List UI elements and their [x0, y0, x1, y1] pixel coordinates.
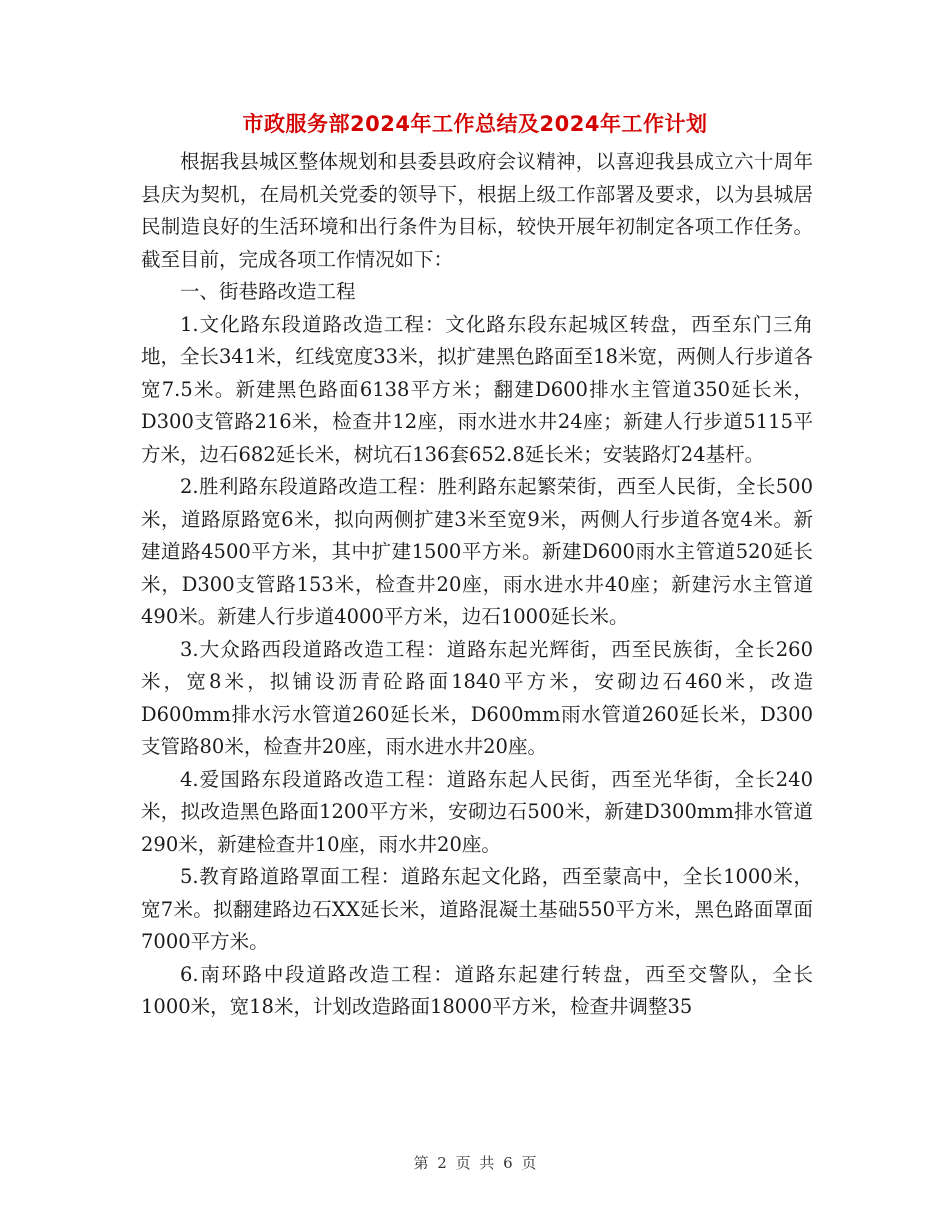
- document-title: 市政服务部2024年工作总结及2024年工作计划: [242, 112, 708, 136]
- intro-paragraph: 根据我县城区整体规划和县委县政府会议精神，以喜迎我县成立六十周年县庆为契机，在局机关党委的领导下，根据上级工作部署及要求，以为县城居民制造良好的生活环境和出行条件为目标，较快开展年初制定各项工作任务。截至目前，完成各项工作情况如下：: [141, 150, 813, 271]
- body-paragraph: 3.大众路西段道路改造工程：道路东起光辉街，西至民族街，全长260米，宽8米，拟铺设沥青砼路面1840平方米，安砌边石460米，改造D600mm排水污水管道260延长米，D600mm雨水管道260延长米，D300支管路80米，检查井20座，雨水进水井20座。: [141, 637, 813, 758]
- body-paragraph: 5.教育路道路罩面工程：道路东起文化路，西至蒙高中，全长1000米，宽7米。拟翻建路边石XX延长米，道路混凝土基础550平方米，黑色路面罩面7000平方米。: [141, 865, 813, 953]
- body-paragraph: 2.胜利路东段道路改造工程：胜利路东起繁荣街，西至人民街，全长500米，道路原路宽6米，拟向两侧扩建3米至宽9米，两侧人行步道各宽4米。新建道路4500平方米，其中扩建1500平方米。新建D600雨水主管道520延长米，D300支管路153米，检查井20座，雨水进水井40座；新建污水主管道490米。新建人行步道4000平方米，边石1000延长米。: [141, 475, 813, 628]
- document-body: [141, 146, 813, 1024]
- section-heading: 一、街巷路改造工程: [180, 280, 356, 303]
- page-number: 第 2 页 共 6 页: [413, 1154, 537, 1172]
- body-paragraph: 4.爱国路东段道路改造工程：道路东起人民街，西至光华街，全长240米，拟改造黑色路面1200平方米，安砌边石500米，新建D300mm排水管道290米，新建检查井10座，雨水井20座。: [141, 767, 813, 856]
- body-paragraph: 1.文化路东段道路改造工程：文化路东段东起城区转盘，西至东门三角地，全长341米，红线宽度33米，拟扩建黑色路面至18米宽，两侧人行步道各宽7.5米。新建黑色路面6138平方米；翻建D600排水主管道350延长米，D300支管路216米，检查井12座，雨水进水井24座；新建人行步道5115平方米，边石682延长米，树坑石136套652.8延长米；安装路灯24基杆。: [141, 312, 813, 466]
- body-paragraph: 6.南环路中段道路改造工程：道路东起建行转盘，西至交警队，全长1000米，宽18米，计划改造路面18000平方米，检查井调整35: [141, 962, 813, 1018]
